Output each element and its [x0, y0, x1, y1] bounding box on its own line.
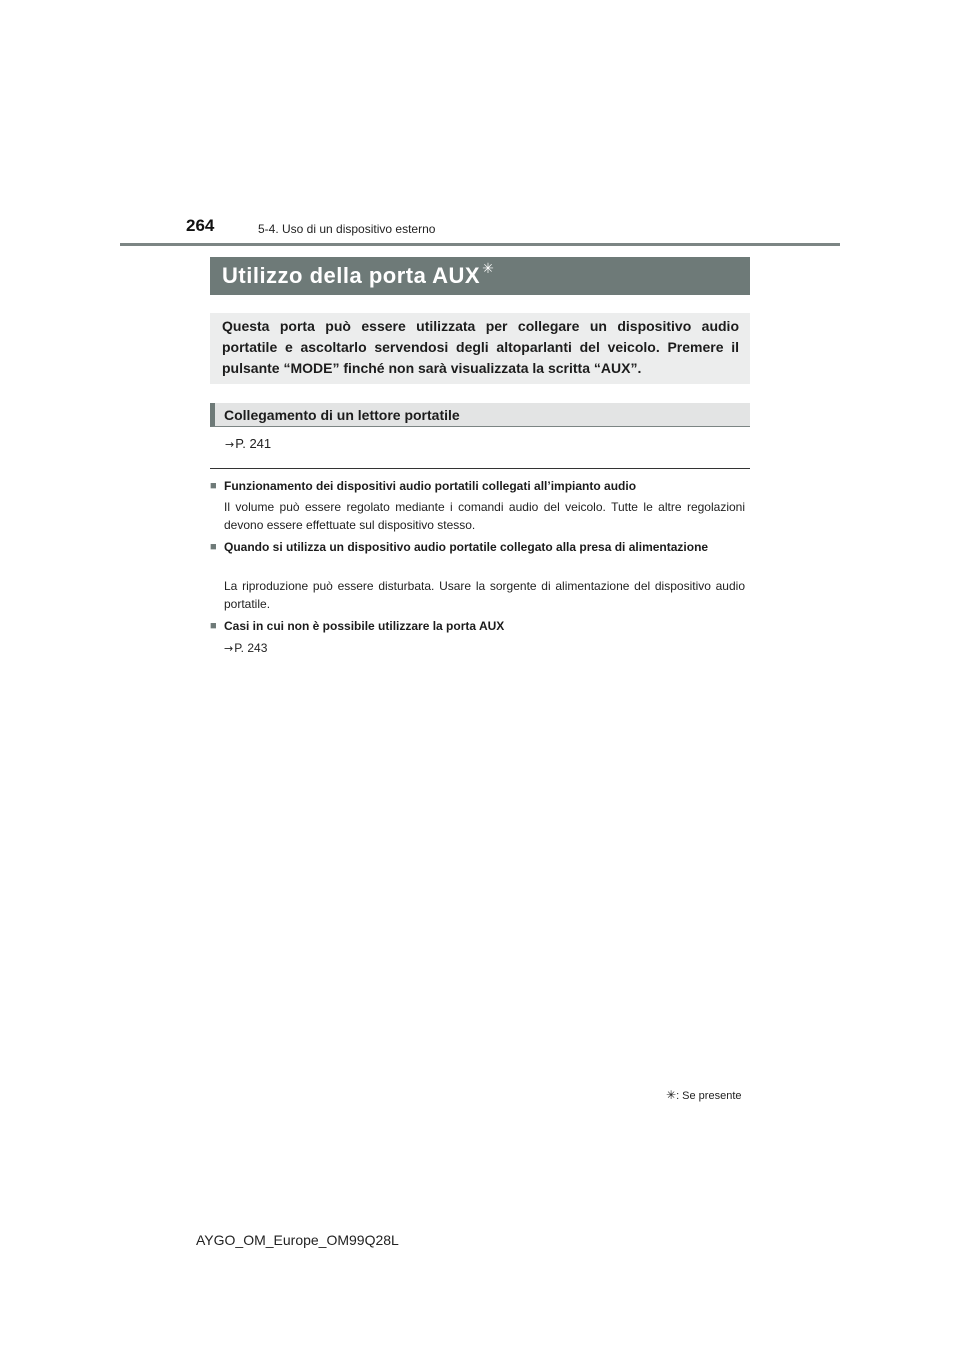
page-reference-text: P. 241 [235, 436, 272, 451]
note-title-text: Quando si utilizza un dispositivo audio portatile collegato alla presa di alimentazione [224, 540, 709, 554]
page-number: 264 [186, 216, 215, 235]
footnote-text: : Se presente [676, 1090, 742, 1102]
page-reference[interactable] [225, 436, 271, 451]
page-reference[interactable] [224, 639, 745, 658]
notes-divider [210, 468, 750, 469]
subsection-heading-text: Collegamento di un lettore portatile [224, 406, 460, 423]
page-reference-text: P. 243 [234, 641, 268, 655]
square-bullet-icon: ■ [210, 480, 217, 492]
section-label: 5-4. Uso di un dispositivo esterno [258, 222, 436, 236]
note-title [210, 617, 750, 635]
square-bullet-icon: ■ [210, 541, 217, 553]
note-title-text: Casi in cui non è possibile utilizzare la porta AUX [224, 619, 505, 633]
intro-box: Questa porta può essere utilizzata per collegare un dispositivo audio portatile e ascoltarlo servendosi degli altoparlanti del veicolo. Premere il pulsante “MODE” finché non sarà visualizzata la scritta “AUX”. [210, 313, 750, 384]
footnote [666, 1088, 742, 1102]
subsection-heading [210, 403, 750, 427]
section-title-bar [210, 257, 750, 295]
note-title-text: Funzionamento dei dispositivi audio portatili collegati all’impianto audio [224, 479, 637, 493]
arrow-right-icon: → [225, 438, 235, 451]
document-code: AYGO_OM_Europe_OM99Q28L [196, 1232, 399, 1248]
square-bullet-icon: ■ [210, 620, 217, 632]
arrow-right-icon: → [224, 642, 234, 655]
note-title [210, 477, 750, 495]
asterisk-icon: ✳ [666, 1088, 677, 1102]
header-rule [120, 243, 840, 246]
note-body: La riproduzione può essere disturbata. Usare la sorgente di alimentazione del dispositivo audio portatile. [224, 579, 745, 611]
asterisk-icon: ✳ [482, 259, 494, 276]
page-title: Utilizzo della porta AUX [222, 263, 481, 288]
note-title [210, 538, 750, 556]
note-body: Il volume può essere regolato mediante i comandi audio del veicolo. Tutte le altre regolazioni devono essere effettuate sul dispositivo stesso. [224, 500, 745, 532]
